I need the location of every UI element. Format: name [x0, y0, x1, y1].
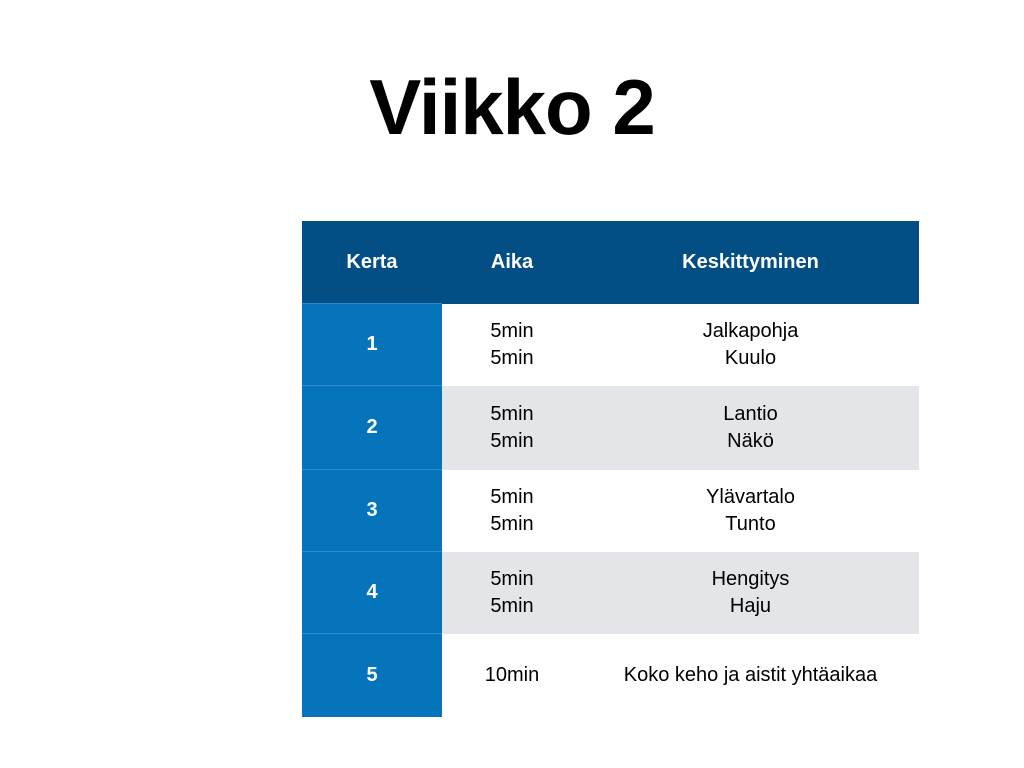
aika-cell: [442, 470, 582, 552]
keskittyminen-value: Ylävartalo: [706, 485, 795, 508]
keskittyminen-value: Haju: [729, 594, 772, 617]
kerta-cell: 1: [302, 304, 442, 386]
table-row: [302, 470, 919, 552]
aika-value: 5min: [490, 319, 534, 342]
aika-cell: [442, 304, 582, 386]
keskittyminen-value: Näkö: [727, 429, 774, 452]
table-row: [302, 304, 919, 386]
column-header-aika: Aika: [442, 221, 582, 304]
keskittyminen-value: Jalkapohja: [702, 319, 799, 342]
aika-cell: [442, 552, 582, 634]
column-header-keskittyminen: Keskittyminen: [582, 221, 919, 304]
column-header-kerta: Kerta: [302, 221, 442, 304]
aika-cell: [442, 634, 582, 717]
keskittyminen-value: Koko keho ja aistit yhtäaikaa: [623, 663, 878, 686]
keskittyminen-value: Hengitys: [711, 567, 790, 590]
table-header-row: [302, 221, 919, 304]
keskittyminen-cell: [582, 304, 919, 386]
keskittyminen-value: Kuulo: [724, 346, 777, 369]
keskittyminen-cell: [582, 552, 919, 634]
table-row: [302, 552, 919, 634]
kerta-cell: 2: [302, 386, 442, 470]
keskittyminen-cell: [582, 634, 919, 717]
aika-cell: [442, 386, 582, 470]
page-title: Viikko 2: [369, 63, 655, 151]
kerta-cell: 4: [302, 552, 442, 634]
aika-value: 5min: [490, 512, 534, 535]
keskittyminen-cell: [582, 386, 919, 470]
table-row: [302, 634, 919, 717]
aika-value: 5min: [490, 402, 534, 425]
kerta-cell: 5: [302, 634, 442, 717]
aika-value: 5min: [490, 485, 534, 508]
table-row: [302, 386, 919, 470]
schedule-table: [302, 221, 919, 717]
aika-value: 5min: [490, 429, 534, 452]
kerta-cell: 3: [302, 470, 442, 552]
aika-value: 5min: [490, 567, 534, 590]
aika-value: 5min: [490, 346, 534, 369]
aika-value: 5min: [490, 594, 534, 617]
keskittyminen-value: Lantio: [723, 402, 778, 425]
keskittyminen-cell: [582, 470, 919, 552]
keskittyminen-value: Tunto: [725, 512, 776, 535]
aika-value: 10min: [484, 663, 540, 686]
